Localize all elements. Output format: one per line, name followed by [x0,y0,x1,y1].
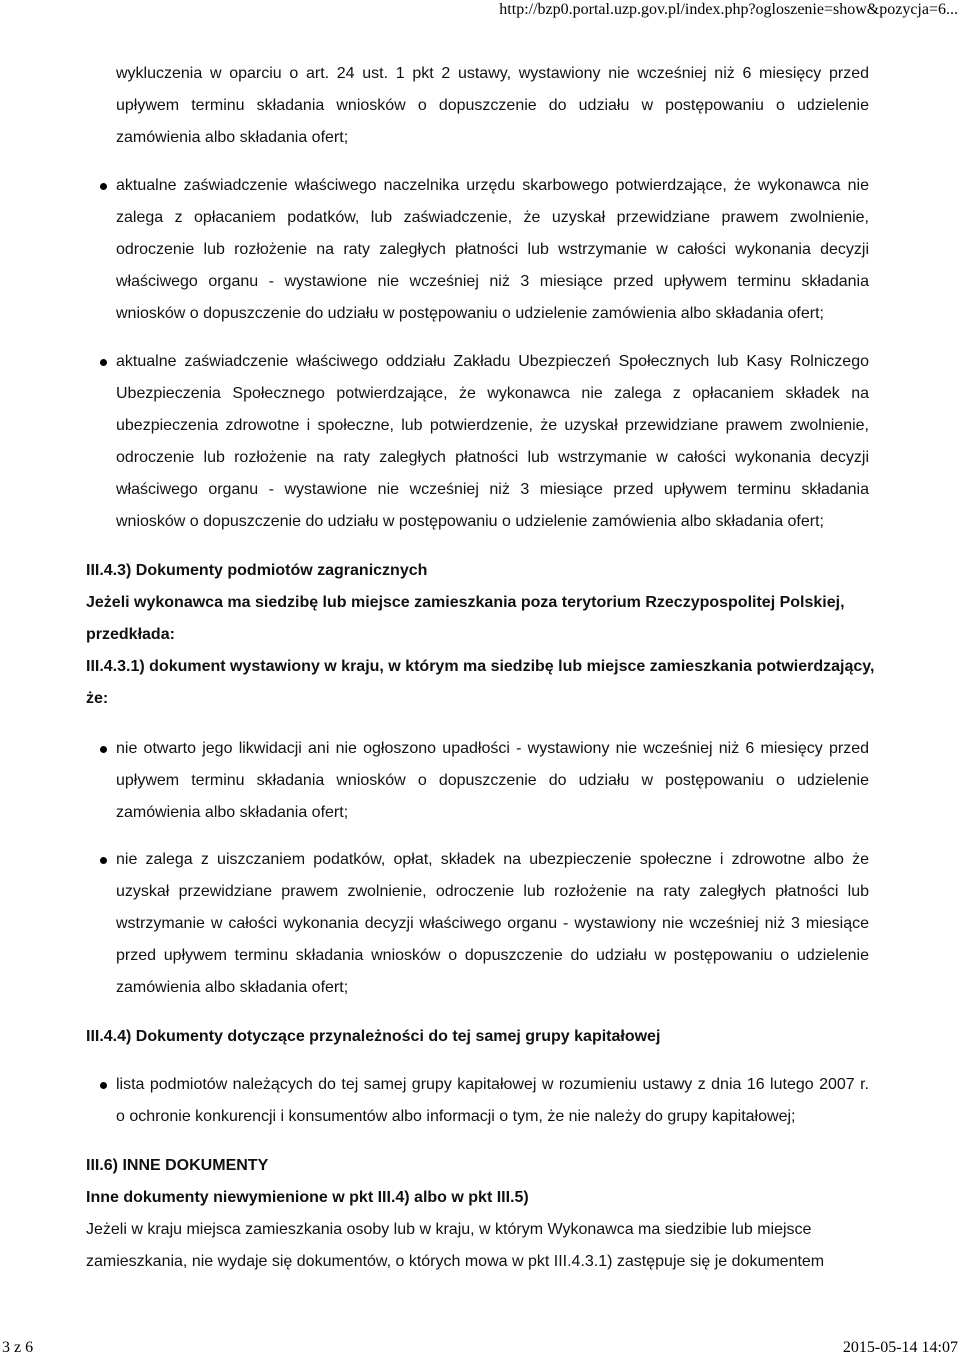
section-heading: III.4.3) Dokumenty podmiotów zagranicznych [86,562,428,579]
text-line: wniosków o dopuszczenie do udziału w postępowaniu o udzielenie zamówienia albo składania ofert; [116,513,824,530]
bullet-icon [100,746,107,753]
page-counter: 3 z 6 [2,1339,34,1356]
text-line: zamówienia albo składania ofert; [116,804,349,821]
list-item [116,170,869,330]
bullet-icon [100,183,107,190]
text-line: o ochronie konkurencji i konsumentów albo informacji o tym, że nie należy do grupy kapitałowej; [116,1108,796,1125]
list-item [116,844,869,1004]
text-line: upływem terminu składania wniosków o dopuszczenie do udziału w postępowaniu o udzielenie [116,97,869,114]
section-6 [86,1150,824,1278]
text-line: wykluczenia w oparciu o art. 24 ust. 1 pkt 2 ustawy, wystawiony nie wcześniej niż 6 miesięcy przed [116,65,869,82]
text-line: właściwego organu - wystawione nie wcześniej niż 3 miesiące przed upływem terminu składania [116,273,869,290]
text-line: nie otwarto jego likwidacji ani nie ogłoszono upadłości - wystawiony nie wcześniej niż 6 miesięcy przed [116,740,869,757]
section-4-4-header [86,1021,660,1053]
text-line: zamówienia albo składania ofert; [116,129,349,146]
page-url-header: http://bzp0.portal.uzp.gov.pl/index.php?ogloszenie=show&pozycja=6... [499,1,958,18]
bullet-icon [100,359,107,366]
section-subheading: Inne dokumenty niewymienione w pkt III.4) albo w pkt III.5) [86,1189,529,1206]
text-line: uzyskał przewidziane prawem zwolnienie, odroczenie lub rozłożenie na raty zaległych płatności lub [116,883,869,900]
text-line: nie zalega z uiszczaniem podatków, opłat, składek na ubezpieczenie społeczne i zdrowotne albo że [116,851,869,868]
text-line: zalega z opłacaniem podatków, lub zaświadczenie, że uzyskał przewidziane prawem zwolnienie, [116,209,869,226]
text-line: aktualne zaświadczenie właściwego oddziału Zakładu Ubezpieczeń Społecznych lub Kasy Rolniczego [116,353,869,370]
text-line: wniosków o dopuszczenie do udziału w postępowaniu o udzielenie zamówienia albo składania ofert; [116,305,824,322]
text-line: lista podmiotów należących do tej samej grupy kapitałowej w rozumieniu ustawy z dnia 16 lutego 2007 r. [116,1076,869,1093]
text-line: zamieszkania, nie wydaje się dokumentów, o których mowa w pkt III.4.3.1) zastępuje się je dokumentem [86,1253,825,1270]
list-item [116,1069,869,1133]
list-item [116,733,869,829]
text-line: wstrzymanie w całości wykonania decyzji właściwego organu - wystawiony nie wcześniej niż 3 miesiące [116,915,869,932]
text-line: aktualne zaświadczenie właściwego naczelnika urzędu skarbowego potwierdzające, że wykonawca nie [116,177,869,194]
subheading-line: III.4.3.1) dokument wystawiony w kraju, w którym ma siedzibę lub miejsce zamieszkania potwierdzający, [86,658,875,675]
bullet-icon [100,1082,107,1089]
section-4-3-header [86,555,874,715]
text-line: ubezpieczenia zdrowotne i społeczne, lub potwierdzenie, że uzyskał przewidziane prawem zwolnienie, [116,417,869,434]
text-line: Jeżeli w kraju miejsca zamieszkania osoby lub w kraju, w którym Wykonawca ma siedzibie lub miejsce [86,1221,812,1238]
bullet-icon [100,857,107,864]
continuation-paragraph [116,58,869,154]
text-line: upływem terminu składania wniosków o dopuszczenie do udziału w postępowaniu o udzielenie [116,772,869,789]
text-line: odroczenie lub rozłożenie na raty zaległych płatności lub wstrzymanie w całości wykonania decyzji [116,241,869,258]
text-line: zamówienia albo składania ofert; [116,979,349,996]
subheading-line: że: [86,690,109,707]
text-line: odroczenie lub rozłożenie na raty zaległych płatności lub wstrzymanie w całości wykonania decyzji [116,449,869,466]
condition-line: przedkłada: [86,626,175,643]
text-line: właściwego organu - wystawione nie wcześniej niż 3 miesiące przed upływem terminu składania [116,481,869,498]
section-heading: III.6) INNE DOKUMENTY [86,1157,269,1174]
list-item [116,346,869,538]
section-heading: III.4.4) Dokumenty dotyczące przynależności do tej samej grupy kapitałowej [86,1028,661,1045]
print-timestamp: 2015-05-14 14:07 [842,1339,958,1356]
text-line: przed upływem terminu składania wniosków o dopuszczenie do udziału w postępowaniu o udzielenie [116,947,869,964]
condition-line: Jeżeli wykonawca ma siedzibę lub miejsce zamieszkania poza terytorium Rzeczypospolitej Polskiej, [86,594,845,611]
text-line: Ubezpieczenia Społecznego potwierdzające, że wykonawca nie zalega z opłacaniem składek na [116,385,869,402]
